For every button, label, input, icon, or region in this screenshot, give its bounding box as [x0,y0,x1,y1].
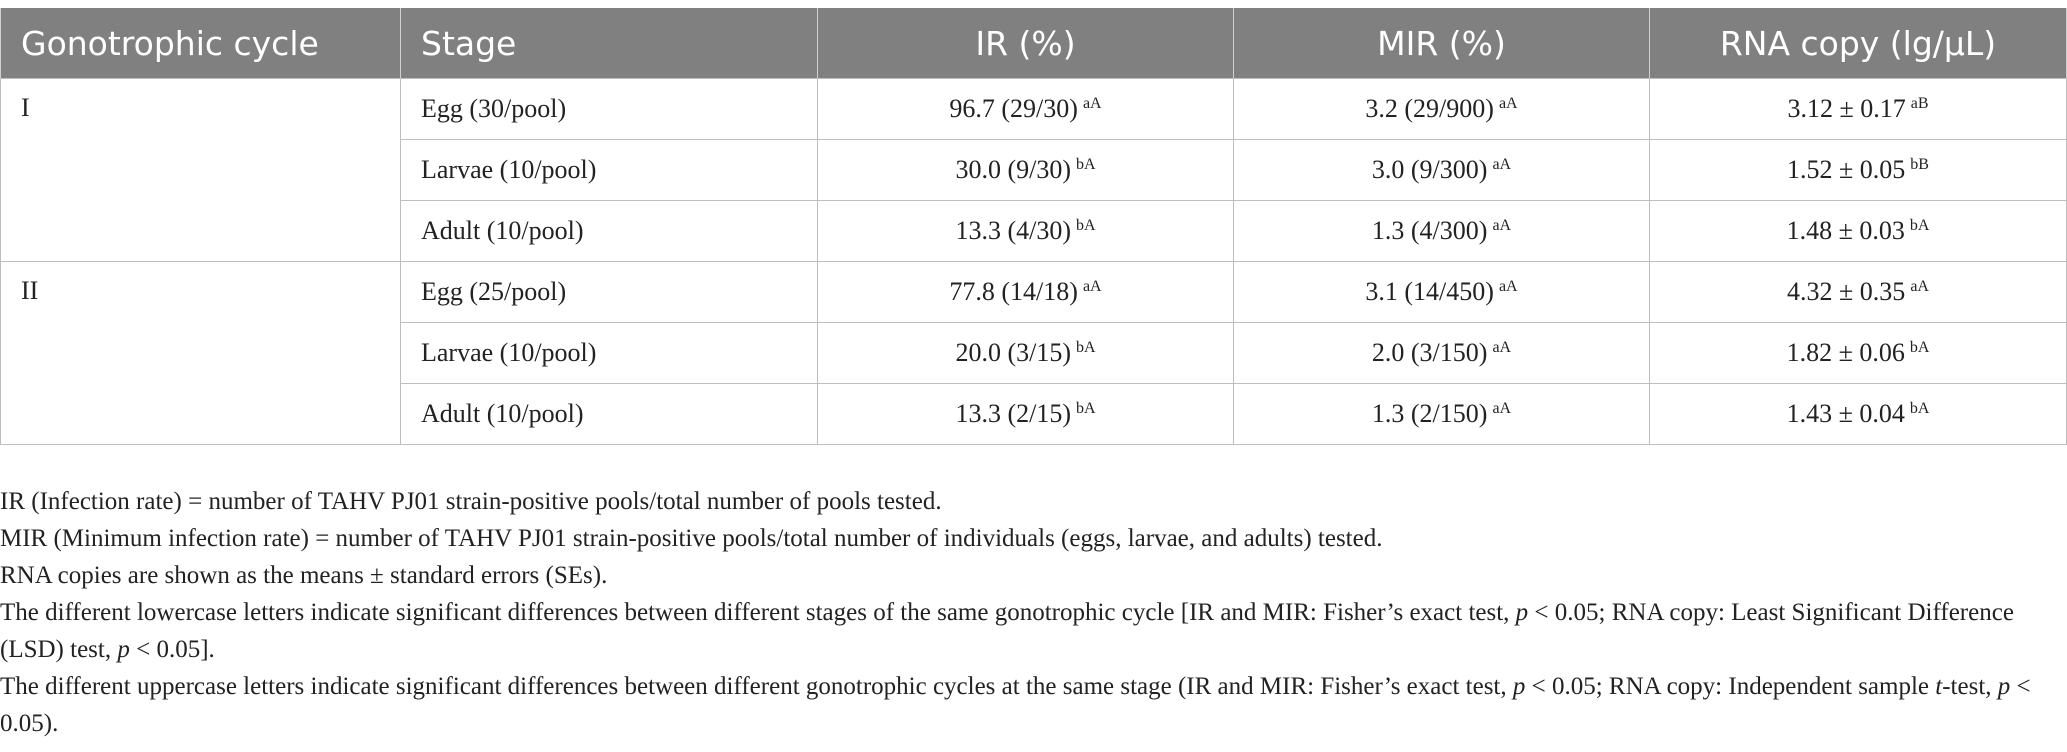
ir-value: 77.8 (14/18) [949,277,1078,306]
footnote-text: The different lowercase letters indicate significant differences between different stages of the same gonotrophic cycle [IR and MIR: Fisher’s exact test, [0,599,1516,626]
header-ir: IR (%) [818,8,1234,79]
ir-value: 13.3 (2/15) [955,399,1071,428]
mir-superscript: aA [1492,400,1512,417]
rna-superscript: bB [1910,156,1929,173]
mir-value: 3.0 (9/300) [1371,155,1488,184]
p-symbol: p [1515,599,1529,626]
rna-cell [1650,262,2067,323]
ir-superscript: bA [1075,217,1096,234]
footnote-rna-definition: RNA copies are shown as the means ± standard errors (SEs). [0,562,608,589]
mir-cell [1234,79,1650,140]
footnote-text: < 0.05). [0,673,2031,737]
footnote-text: < 0.05; RNA copy: Independent sample [1525,673,1936,700]
ir-cell [818,140,1234,201]
ir-superscript: aA [1082,95,1102,112]
footnote-text: < 0.05; RNA copy: Least Significant Difference (LSD) test, [0,599,2014,663]
mir-superscript: aA [1498,278,1518,295]
rna-cell [1650,140,2067,201]
rna-superscript: bA [1909,339,1930,356]
stage-cell: Egg (30/pool) [401,79,818,140]
mir-cell [1234,140,1650,201]
rna-superscript: aB [1910,95,1929,112]
mir-superscript: aA [1492,339,1512,356]
mir-cell [1234,262,1650,323]
ir-value: 20.0 (3/15) [955,338,1071,367]
results-table-container [0,8,2066,445]
ir-cell [818,201,1234,262]
p-symbol: p [1997,673,2011,700]
rna-value: 1.48 ± 0.03 [1786,216,1905,245]
table-footnotes [0,483,2060,742]
rna-superscript: aA [1910,278,1929,295]
ir-cell [818,323,1234,384]
ir-cell [818,262,1234,323]
footnote-mir-definition: MIR (Minimum infection rate) = number of TAHV PJ01 strain-positive pools/total number of individuals (eggs, larvae, and adults) tested. [0,525,1383,552]
cycle-cell: II [1,262,401,445]
cycle-cell: I [1,79,401,262]
ir-value: 30.0 (9/30) [955,155,1071,184]
footnote-ir-definition: IR (Infection rate) = number of TAHV PJ01 strain-positive pools/total number of pools tested. [0,488,942,515]
table-body [1,79,2067,445]
ir-superscript: bA [1075,400,1096,417]
mir-value: 1.3 (2/150) [1371,399,1488,428]
stage-cell: Egg (25/pool) [401,262,818,323]
rna-superscript: bA [1909,217,1930,234]
rna-value: 3.12 ± 0.17 [1787,94,1906,123]
rna-value: 1.43 ± 0.04 [1786,399,1905,428]
p-symbol: p [1512,673,1526,700]
ir-superscript: aA [1082,278,1102,295]
rna-value: 1.52 ± 0.05 [1787,155,1906,184]
mir-value: 1.3 (4/300) [1371,216,1488,245]
mir-superscript: aA [1492,156,1512,173]
footnote-lowercase-letters [0,594,2060,668]
rna-cell [1650,323,2067,384]
stage-cell: Larvae (10/pool) [401,323,818,384]
mir-value: 3.2 (29/900) [1365,94,1494,123]
mir-superscript: aA [1498,95,1518,112]
t-symbol: t [1935,673,1943,700]
mir-value: 2.0 (3/150) [1371,338,1488,367]
mir-cell [1234,201,1650,262]
stage-cell: Adult (10/pool) [401,201,818,262]
table-row [1,79,2067,140]
footnote-text: -test, [1942,673,1998,700]
header-rna-copy: RNA copy (lg/μL) [1650,8,2067,79]
header-mir: MIR (%) [1234,8,1650,79]
ir-value: 13.3 (4/30) [955,216,1071,245]
ir-cell [818,384,1234,445]
header-gonotrophic-cycle: Gonotrophic cycle [1,8,401,79]
ir-superscript: bA [1075,339,1096,356]
stage-cell: Larvae (10/pool) [401,140,818,201]
rna-superscript: bA [1909,400,1930,417]
stage-cell: Adult (10/pool) [401,384,818,445]
ir-value: 96.7 (29/30) [949,94,1078,123]
footnote-text: The different uppercase letters indicate significant differences between different gonotrophic cycles at the same stage (IR and MIR: Fisher’s exact test, [0,673,1513,700]
results-table [0,8,2067,445]
ir-cell [818,79,1234,140]
ir-superscript: bA [1075,156,1096,173]
header-stage: Stage [401,8,818,79]
header-row [1,8,2067,79]
rna-value: 1.82 ± 0.06 [1786,338,1905,367]
rna-value: 4.32 ± 0.35 [1787,277,1906,306]
mir-cell [1234,323,1650,384]
table-header [1,8,2067,79]
footnote-text: < 0.05]. [129,636,215,663]
mir-cell [1234,384,1650,445]
footnote-uppercase-letters [0,668,2060,742]
mir-superscript: aA [1492,217,1512,234]
rna-cell [1650,79,2067,140]
rna-cell [1650,384,2067,445]
mir-value: 3.1 (14/450) [1365,277,1494,306]
table-row [1,262,2067,323]
rna-cell [1650,201,2067,262]
p-symbol: p [117,636,130,663]
